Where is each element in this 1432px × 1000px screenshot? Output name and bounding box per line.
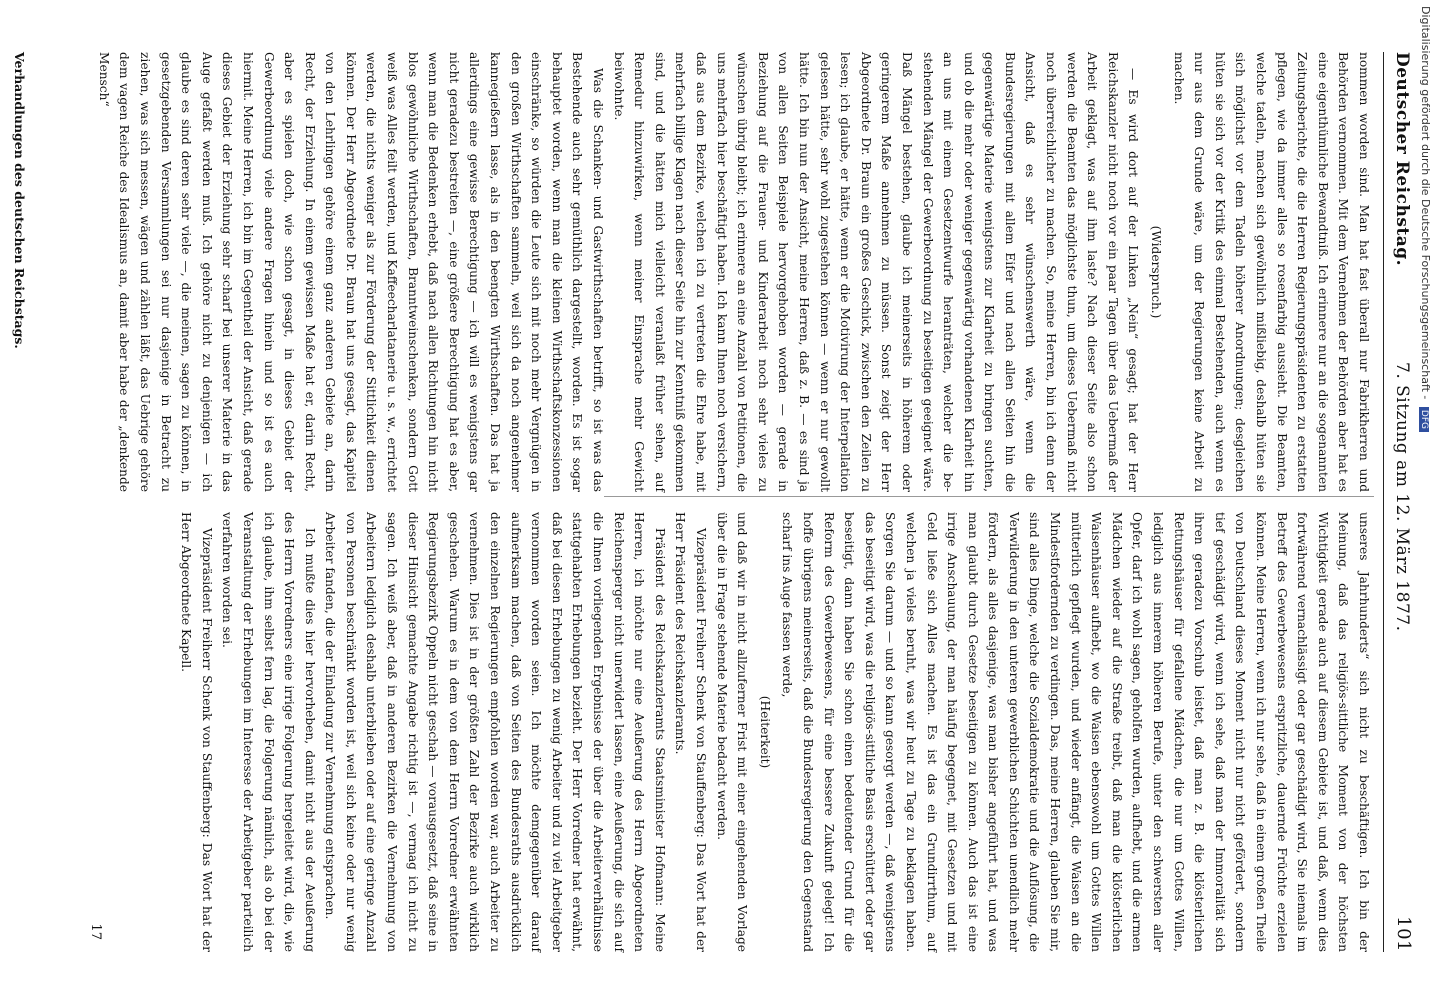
right-paragraph: unseres Jahrhunderts“ sich nicht zu beschäftigen. Ich bin der Meinung, daß das religiös-sittliche Moment von der höchsten Wichtigkeit gerade auch auf diesem Gebiete ist, und daß, wenn dies fortwährend vernachlässigt oder gar geschädigt wird, Sie niemals im Betreff des Gewerbewesens erspritzliche, dauernde Früchte erzielen können. Meine Herren, wenn ich nur sehe, daß in einem großen Theile von Deutschland dieses Moment nicht nur nicht gefördert, sondern tief geschädigt wird, wenn ich sehe, daß man der Immoralität sich ihren geradezu Vorschub leistet, daß man z. B. die klösterlichen Rettungshäuser für gefallene Mädchen, die nur um Gottes Willen, lediglich aus innerem höheren Berufe, unter den schwersten aller Opfer, darf ich wohl sagen, geholfen wurden, aufhebt, und die armen Mädchen wieder auf die Straße treibt, daß man die klösterlichen Waisenhäuser aufhebt, wo die Waisen ebensowohl um Gottes Willen mütterlich gepflegt wurden, und wieder anfängt, die Waisen an die Mindestfordernden zu verdingen. Das, meine Herren, glauben Sie mir, sind alles Dinge, welche die Sozialdemokratie und die Auflösung, die Verwilderung in den unteren gewerblichen Schichten unendlich mehr fördern, als alles dasjenige, was man bisher angeführt hat, und was man glaubt durch Gesetze beseitigen zu können. Auch das ist eine irrige Anschauung, der man häufig begegnet, mit Gesetzen und mit Geld ließe sich Alles machen. Es ist das ein Grundirrthum, auf welchen ja vieles beruht, was wir heut zu Tage zu beklagen haben. Sorgen Sie darum — und so kann gesorgt werden —, daß wenigstens das beseitigt wird, was die religiös-sittliche Basis erschüttert oder gar beseitigt, dann haben Sie schon einen bedeutender Grund für die Reform des Gewerbewesens, für eine bessere Zukunft gelegt! Ich hoffe übrigens meinerseits, daß die Bundesregierung den Gegenstand scharf ins Auge fassen werde, (780, 512, 1371, 952)
right-paragraph: Ich mußte dies hier hervorheben, damit nicht aus der Aeußerung des Herrn Vorredners eine irrige Folgerung hergeleitet wird, die, wie ich glaube, ihm selbst fern lag, die Folgerung nämlich, als ob bei der Veranstaltung der Erhebungen im Interesse der Arbeitgeber parteilich verfahren worden sei. (220, 512, 317, 952)
dfg-badge: DFG (1419, 407, 1429, 432)
right-paragraph: und daß wir in nicht allzuferner Frist mit einer eingehenden Vorlage über die in Frage stehende Materie bedacht werden. (714, 512, 750, 952)
dfg-watermark (1414, 6, 1432, 836)
footer-signature: Verhandlungen des deutschen Reichstags. (12, 52, 27, 349)
speaker-paragraph: Vizepräsident Freiherr Schenk von Stauffenberg: Das Wort hat der Herr Abgeordnete Kapell. (179, 512, 214, 952)
left-paragraph: nommen worden sind. Man hat fast überall nur Fabrikherren und Behörden vernommen. Mit dem Vernehmen der Behörden aber hat es eine eigenthümliche Bewandtniß. Ich erinnere nur an die sogenannten Zeitungsberichte, die die Herren Regierungspräsidenten zu erstatten pflegen, wie da immer alles so rosenfarbig aussieht. Die Beamten, welche tadeln, machen sich gewöhnlich mißliebig, deshalb hüten sie sich möglichst vor dem Tadeln höherer Anordnungen; desgleichen hüten sie sich vor der Kritik des einmal Bestehenden, auch wenn es nur aus dem Grunde wäre, um der Regierungen keine Arbeit zu machen. (1171, 52, 1371, 492)
left-paragraph: — Es wird dort auf der Linken „Nein“ gesagt; hat der Herr Reichskanzler nicht noch vor ein paar Tagen über das Uebermaß der Arbeit geklagt, was auf ihm laste? Nach dieser Seite also schon werden die Beamten das möglichste thun, um dieses Uebermaß nicht noch überreichlicher zu machen. So, meine Herren, bin ich denn der Ansicht, daß es sehr wünschenswerth wäre, wenn die Bundesregierungen mit allem Eifer und nach allen Seiten hin die gegenwärtige Materie wenigstens zur Klarheit zu bringen suchten, und ob die mehr oder weniger gegenwärtig vorhandenen Klarheit hin an uns mit einem Gesetzentwurfe heranträten, welcher die bestehenden Mängel der Gewerbeordnung zu beseitigen geeignet wäre. Daß Mängel bestehen, glaube ich meinerseits in höherem oder geringerem Maße annehmen zu müssen. Sonst zeigt der Herr Abgeordnete Dr. Braun ein großes Geschick, zwischen den Zeilen zu lesen; ich glaube, er hätte, wenn er die Motivirung der Interpellation gelesen hätte, sehr wohl zugestehen können — wenn er nur gewollt hätte. Ich bin nun der Ansicht, meine Herren, daß z. B. — es sind ja von allen Seiten Beispiele hervorgehoben worden — gerade in Beziehung auf die Frauen- und Kinderarbeit noch sehr vieles zu wünschen übrig bleibt; ich erinnere an eine Anzahl von Petitionen, die uns mehrfach hier beschäftigt haben. Ich kann Ihnen noch versichern, daß aus dem Bezirke, welchen ich zu vertreten die Ehre habe, mit mehrfach billige Klagen nach dieser Seite hin zur Kenntniß gekommen sind, und die hätten mich vielleicht veranlaßt früher sehen, auf Remedur hinzuwirken, wenn meiner Einsprache mehr Gewicht beiwohnte. (611, 52, 1141, 492)
column-divider (604, 496, 1374, 497)
watermark-text: Digitalisierung gefördert durch die Deutsche Forschungsgemeinschaft - (1419, 6, 1432, 400)
left-interjection: (Widerspruch.) (1149, 225, 1164, 319)
sheet-number: 17 (88, 923, 103, 940)
speaker-paragraph: Vizepräsident Freiherr Schenk von Stauffenberg: Das Wort hat der Herr Präsident des Reichskanzleramts. (673, 512, 708, 952)
header-center: 7. Sitzung am 12. März 1877. (1392, 362, 1412, 632)
left-paragraph: Was die Schanken- und Gastwirthschaften betrifft, so ist was das Bestehende auch sehr gemüthlich dargestellt, worden. Es ist sogar behauptet worden, wenn man die kleinen Wirthschaftskonzessionen einschränke, so würden die Leute sich mit noch mehr Vergnügen in den großen Wirthschaften sammeln, weil sich da noch angenehmer kannegießern lasse, als in den beengten Wirthschaften. Das hat ja allerdings eine gewisse Berechtigung — ich will es wenigstens gar nicht geradezu bestreiten —, eine größere Berechtigung hat es aber, wenn man die Bedenken erhebt, daß nach allen Richtungen hin nicht blos gewöhnliche Wirthschaften, Branntweinschenken, sondern Gott weiß was Alles feilt werden, und Kaffeecharlatanerie u. s. w., errichtet werden, die nichts weniger als zur Förderung der Sittlichkeit dienen können. Der Herr Abgeordnete Dr. Braun hat uns gesagt, das Kapitel von den Lehrlingen gehöre einem ganz anderen Gebiete an, darin Recht, der Erziehung. In einem gewissen Maße hat er, darin Recht, aber es spielen doch, wie schon gesagt, in dieses Gebiet der Gewerbeordnung viele andere Fragen hinein und so ist es auch hiermit. Meine Herren, ich bin im Gegentheil der Ansicht, daß gerade dieses Gebiet der Erziehung sehr scharf bei unserer Materie in das Auge gefaßt werden muß. Ich gehöre nicht zu denjenigen — ich glaube es sind deren sehr viele —, die meinen, sagen zu können, in gesetzgebenden Versammlungen sei nur dasjenige in Betracht zu ziehen, was sich messen, wägen und zählen läßt, das Uebrige gehöre dem vagen Reiche des Idealismus an, damit aber habe der „denkende Mensch“ (96, 52, 606, 492)
right-column (176, 512, 1374, 952)
left-column (93, 52, 1374, 492)
right-interjection: (Heiterkeit) (757, 695, 772, 769)
page-number: 101 (1393, 916, 1414, 952)
page-header (1384, 52, 1418, 952)
header-rule (1383, 52, 1384, 952)
header-left: Deutscher Reichstag. (1392, 52, 1412, 267)
speaker-paragraph: Präsident des Reichskanzleramts Staatsminister Hofmann: Meine Herren, ich möchte nur eine Aeußerung des Herrn Abgeordneten Reichensperger nicht unerwidert lassen, eine Aeußerung, die sich auf die Ihnen vorliegenden Ergebnisse der über die Arbeiterverhältnisse stattgehabten Erhebungen bezieht. Der Herr Vorredner hat erwähnt, daß bei diesen Erhebungen zu wenig Arbeiter und zu viel Arbeitgeber vernommen worden seien. Ich möchte demgegenüber darauf aufmerksam machen, daß von Seiten des Bundesraths ausdrücklich den einzelnen Regierungen empfohlen worden war, auch Arbeiter zu vernehmen. Dies ist in der größten Zahl der Bezirke auch wirklich geschehen. Warum es in dem von dem Herrn Vorredner erwähnten Regierungsbezirk Oppeln nicht geschah — vorausgesetzt, daß seine in dieser Hinsicht gemachte Angabe richtig ist —, vermag ich nicht zu sagen. Ich weiß aber, daß in anderen Bezirken die Vernehmung von Arbeitern lediglich deshalb unterblieben oder auf eine geringe Anzahl von Personen beschränkt worden ist, weil sich keine oder nur wenig Arbeiter fanden, die der Einladung zur Vernehmung entsprachen. (323, 512, 667, 952)
